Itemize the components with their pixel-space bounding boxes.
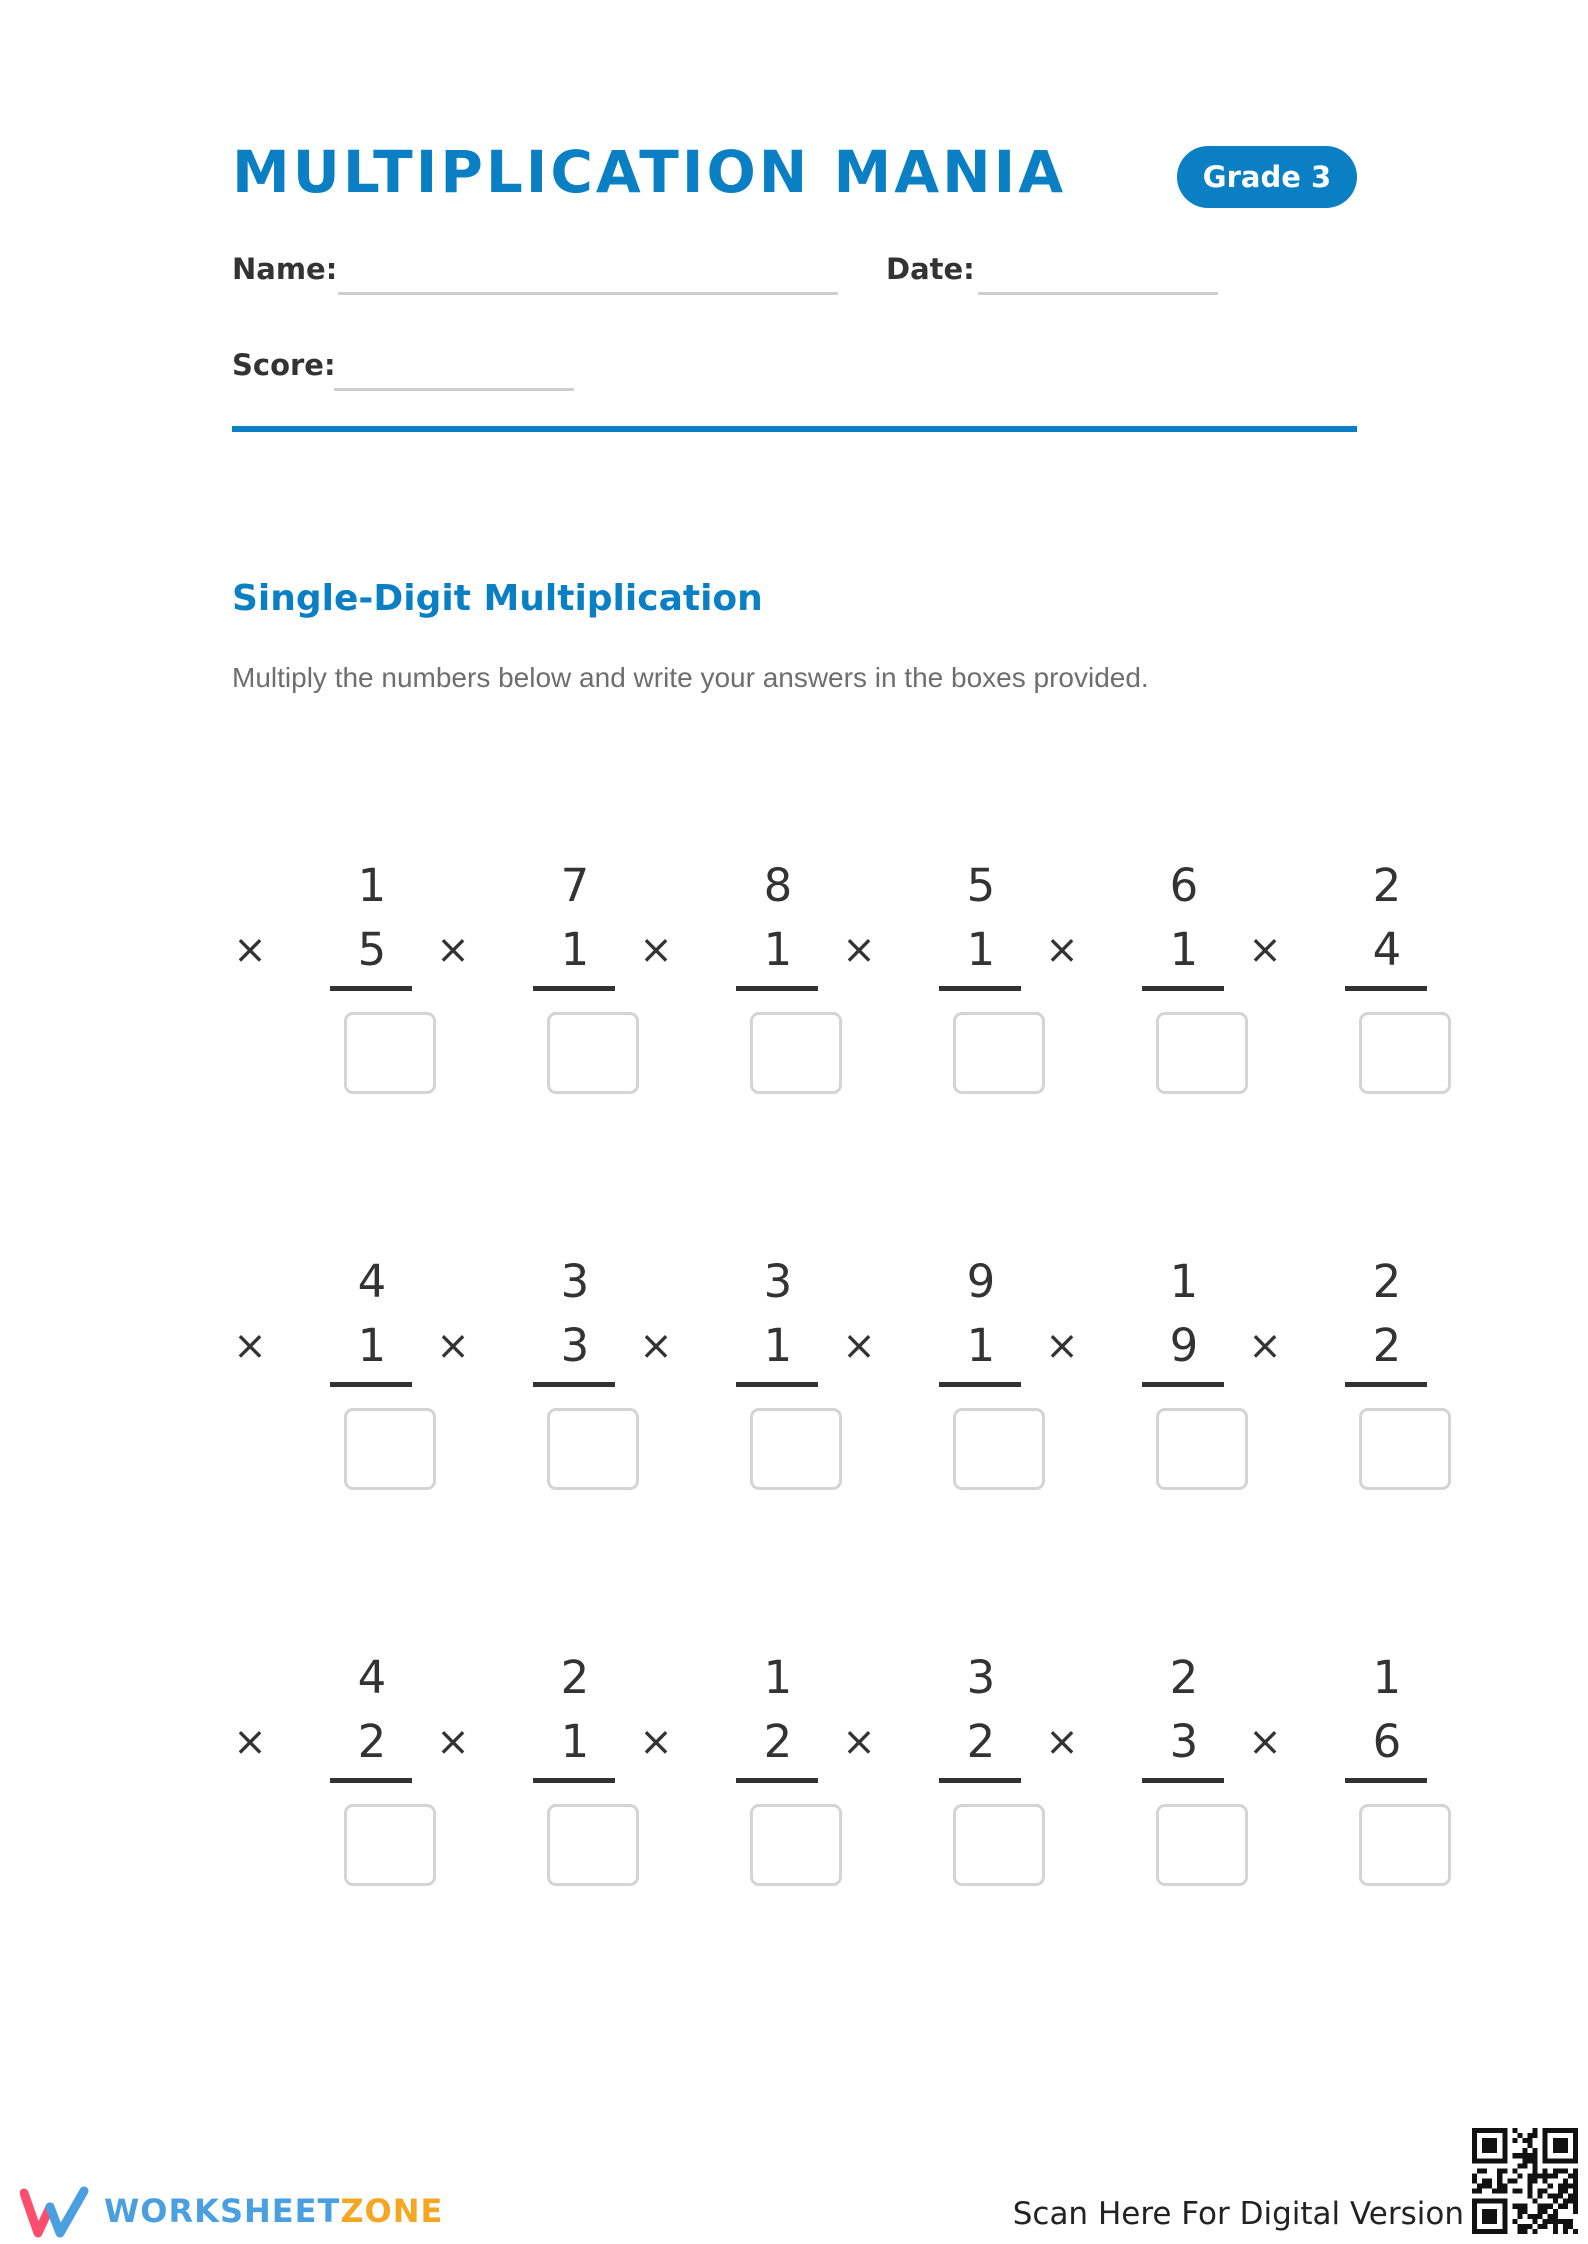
answer-rule [533,1778,615,1783]
section-title: Single-Digit Multiplication [232,578,763,619]
multiplier: 2 [357,1715,387,1768]
multiplier: 1 [1169,923,1199,976]
answer-box[interactable] [547,1012,639,1094]
problem [232,856,412,1096]
multiplier: 1 [560,923,590,976]
answer-rule [1345,1382,1427,1387]
multiplier: 2 [763,1715,793,1768]
multiply-sign: × [639,1719,673,1765]
answer-box[interactable] [953,1012,1045,1094]
answer-box[interactable] [750,1408,842,1490]
answer-rule [736,1778,818,1783]
multiplier: 1 [357,1319,387,1372]
multiplicand: 2 [560,1651,590,1704]
multiplier: 3 [560,1319,590,1372]
problem [435,856,615,1096]
multiplicand: 2 [1372,1255,1402,1308]
problem [1247,1252,1427,1492]
scan-text: Scan Here For Digital Version [1012,2196,1464,2232]
answer-box[interactable] [953,1804,1045,1886]
multiplicand: 4 [357,1255,387,1308]
problem [638,1252,818,1492]
logo-accent: ZONE [340,2192,444,2230]
multiply-sign: × [1248,1719,1282,1765]
multiplicand: 2 [1372,859,1402,912]
worksheetzone-logo-icon [20,2183,90,2239]
answer-box[interactable] [547,1408,639,1490]
multiplicand: 6 [1169,859,1199,912]
problem [1247,856,1427,1096]
multiplicand: 3 [560,1255,590,1308]
answer-box[interactable] [1156,1408,1248,1490]
answer-rule [330,1778,412,1783]
name-label: Name: [232,252,338,286]
date-label: Date: [886,252,975,286]
qr-code-icon[interactable] [1472,2128,1578,2234]
multiplier: 9 [1169,1319,1199,1372]
multiplicand: 7 [560,859,590,912]
multiplier: 2 [1372,1319,1402,1372]
answer-box[interactable] [1359,1012,1451,1094]
multiplicand: 2 [1169,1651,1199,1704]
problem [638,1648,818,1888]
answer-box[interactable] [1359,1408,1451,1490]
answer-box[interactable] [953,1408,1045,1490]
multiply-sign: × [1045,1323,1079,1369]
answer-rule [939,986,1021,991]
multiplicand: 3 [966,1651,996,1704]
answer-box[interactable] [1156,1804,1248,1886]
multiplier: 3 [1169,1715,1199,1768]
multiply-sign: × [842,927,876,973]
multiplicand: 1 [357,859,387,912]
answer-rule [1142,1382,1224,1387]
answer-box[interactable] [750,1012,842,1094]
answer-rule [1142,986,1224,991]
answer-rule [1345,986,1427,991]
multiply-sign: × [233,927,267,973]
multiply-sign: × [639,927,673,973]
multiplicand: 8 [763,859,793,912]
answer-rule [533,1382,615,1387]
multiply-sign: × [1248,1323,1282,1369]
multiply-sign: × [233,1719,267,1765]
answer-rule [736,986,818,991]
multiplicand: 4 [357,1651,387,1704]
problem [435,1252,615,1492]
answer-rule [939,1382,1021,1387]
problem [841,856,1021,1096]
multiplier: 4 [1372,923,1402,976]
multiply-sign: × [639,1323,673,1369]
name-line[interactable] [338,292,838,295]
answer-box[interactable] [547,1804,639,1886]
multiplier: 1 [560,1715,590,1768]
multiply-sign: × [842,1323,876,1369]
answer-box[interactable] [344,1804,436,1886]
problem [1044,1648,1224,1888]
multiply-sign: × [842,1719,876,1765]
multiplier: 1 [966,923,996,976]
answer-box[interactable] [344,1012,436,1094]
multiplier: 1 [763,1319,793,1372]
multiply-sign: × [1045,1719,1079,1765]
problem [638,856,818,1096]
multiplicand: 3 [763,1255,793,1308]
answer-box[interactable] [344,1408,436,1490]
header-divider [232,426,1357,432]
answer-box[interactable] [1156,1012,1248,1094]
answer-box[interactable] [1359,1804,1451,1886]
multiplicand: 9 [966,1255,996,1308]
multiplier: 5 [357,923,387,976]
multiply-sign: × [436,1719,470,1765]
multiplicand: 1 [1372,1651,1402,1704]
problem [232,1252,412,1492]
date-line[interactable] [978,292,1218,295]
problem [1044,856,1224,1096]
answer-rule [1345,1778,1427,1783]
answer-rule [1142,1778,1224,1783]
multiply-sign: × [1248,927,1282,973]
instructions: Multiply the numbers below and write your answers in the boxes provided. [232,662,1149,693]
multiplier: 6 [1372,1715,1402,1768]
problem [1247,1648,1427,1888]
logo-wordmark [104,2192,443,2230]
logo-main: WORKSHEET [104,2192,341,2230]
answer-rule [330,986,412,991]
multiplicand: 1 [763,1651,793,1704]
answer-rule [330,1382,412,1387]
multiplicand: 5 [966,859,996,912]
worksheetzone-logo [20,2183,443,2239]
multiplicand: 1 [1169,1255,1199,1308]
answer-rule [736,1382,818,1387]
score-label: Score: [232,348,336,382]
multiply-sign: × [1045,927,1079,973]
problem [841,1252,1021,1492]
answer-rule [939,1778,1021,1783]
answer-box[interactable] [750,1804,842,1886]
multiplier: 1 [763,923,793,976]
problem [232,1648,412,1888]
problem [841,1648,1021,1888]
multiplier: 1 [966,1319,996,1372]
problem [435,1648,615,1888]
problem [1044,1252,1224,1492]
multiply-sign: × [436,1323,470,1369]
multiply-sign: × [436,927,470,973]
grade-badge: Grade 3 [1177,146,1357,208]
multiplier: 2 [966,1715,996,1768]
worksheet-title: MULTIPLICATION MANIA [232,138,1067,206]
answer-rule [533,986,615,991]
multiply-sign: × [233,1323,267,1369]
score-line[interactable] [334,388,574,391]
